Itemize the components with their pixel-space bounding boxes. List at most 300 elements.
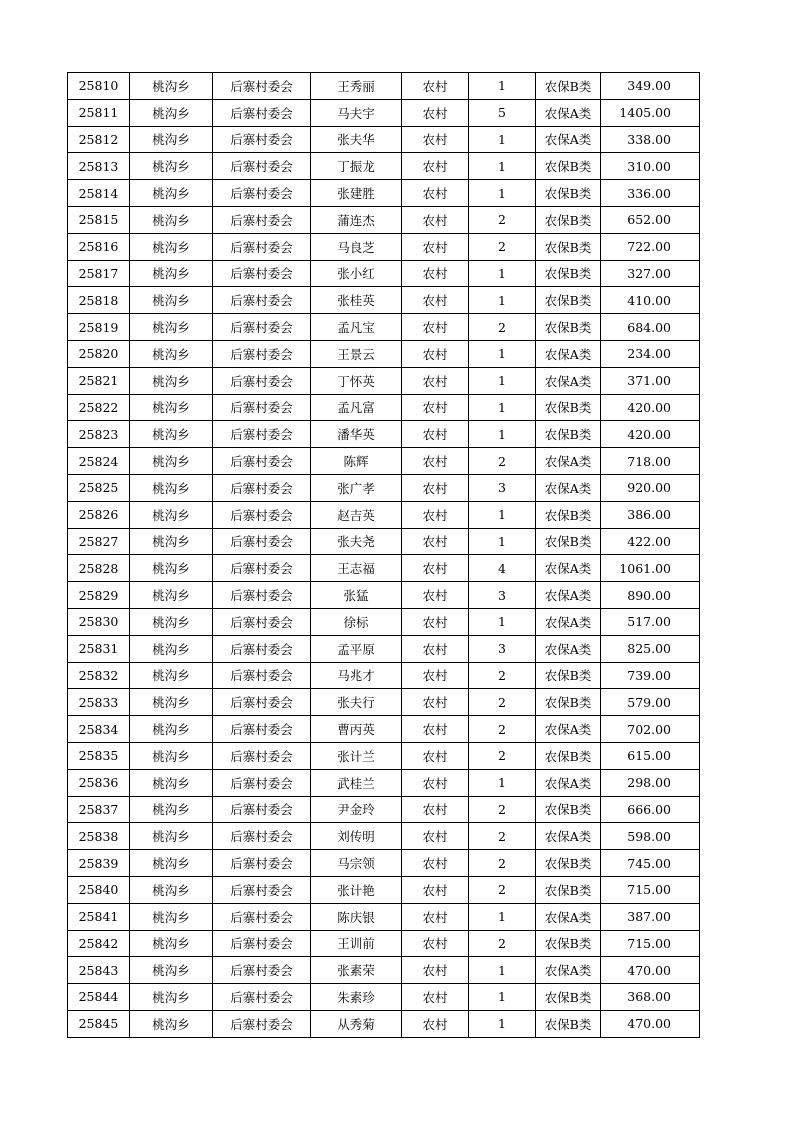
- insurance-category-cell: 农保A类: [536, 555, 601, 582]
- amount-cell: 745.00: [601, 850, 700, 877]
- village-committee-cell: 后寨村委会: [213, 662, 311, 689]
- household-count-cell: 1: [469, 608, 536, 635]
- table-row: [68, 180, 700, 207]
- household-count-cell: 2: [469, 850, 536, 877]
- village-committee-cell: 后寨村委会: [213, 582, 311, 609]
- township-cell: 桃沟乡: [130, 314, 213, 341]
- household-count-cell: 1: [469, 287, 536, 314]
- name-cell: 王训前: [311, 930, 402, 957]
- village-committee-cell: 后寨村委会: [213, 126, 311, 153]
- insurance-category-cell: 农保A类: [536, 126, 601, 153]
- village-committee-cell: 后寨村委会: [213, 528, 311, 555]
- household-count-cell: 1: [469, 260, 536, 287]
- township-cell: 桃沟乡: [130, 448, 213, 475]
- name-cell: 张计兰: [311, 742, 402, 769]
- household-count-cell: 2: [469, 796, 536, 823]
- village-committee-cell: 后寨村委会: [213, 233, 311, 260]
- record-id-cell: 25843: [68, 957, 130, 984]
- village-committee-cell: 后寨村委会: [213, 501, 311, 528]
- record-id-cell: 25811: [68, 99, 130, 126]
- record-id-cell: 25844: [68, 984, 130, 1011]
- record-id-cell: 25825: [68, 474, 130, 501]
- area-type-cell: 农村: [402, 984, 469, 1011]
- household-count-cell: 2: [469, 448, 536, 475]
- area-type-cell: 农村: [402, 716, 469, 743]
- record-id-cell: 25834: [68, 716, 130, 743]
- village-committee-cell: 后寨村委会: [213, 314, 311, 341]
- amount-cell: 470.00: [601, 957, 700, 984]
- insurance-category-cell: 农保B类: [536, 260, 601, 287]
- table-row: [68, 314, 700, 341]
- household-count-cell: 1: [469, 126, 536, 153]
- area-type-cell: 农村: [402, 608, 469, 635]
- insurance-category-cell: 农保A类: [536, 448, 601, 475]
- name-cell: 张计艳: [311, 876, 402, 903]
- table-row: [68, 823, 700, 850]
- table-row: [68, 474, 700, 501]
- amount-cell: 715.00: [601, 876, 700, 903]
- village-committee-cell: 后寨村委会: [213, 367, 311, 394]
- record-id-cell: 25828: [68, 555, 130, 582]
- name-cell: 张桂英: [311, 287, 402, 314]
- amount-cell: 920.00: [601, 474, 700, 501]
- name-cell: 刘传明: [311, 823, 402, 850]
- name-cell: 丁怀英: [311, 367, 402, 394]
- table-row: [68, 394, 700, 421]
- village-committee-cell: 后寨村委会: [213, 876, 311, 903]
- household-count-cell: 2: [469, 930, 536, 957]
- table-row: [68, 769, 700, 796]
- township-cell: 桃沟乡: [130, 421, 213, 448]
- village-committee-cell: 后寨村委会: [213, 1010, 311, 1037]
- name-cell: 孟凡宝: [311, 314, 402, 341]
- table-row: [68, 367, 700, 394]
- insurance-category-cell: 农保A类: [536, 957, 601, 984]
- amount-cell: 298.00: [601, 769, 700, 796]
- area-type-cell: 农村: [402, 99, 469, 126]
- name-cell: 王秀丽: [311, 73, 402, 100]
- record-id-cell: 25812: [68, 126, 130, 153]
- area-type-cell: 农村: [402, 769, 469, 796]
- name-cell: 朱素珍: [311, 984, 402, 1011]
- township-cell: 桃沟乡: [130, 850, 213, 877]
- township-cell: 桃沟乡: [130, 635, 213, 662]
- table-row: [68, 903, 700, 930]
- area-type-cell: 农村: [402, 367, 469, 394]
- record-id-cell: 25832: [68, 662, 130, 689]
- name-cell: 马良芝: [311, 233, 402, 260]
- name-cell: 张夫华: [311, 126, 402, 153]
- insurance-category-cell: 农保A类: [536, 608, 601, 635]
- township-cell: 桃沟乡: [130, 769, 213, 796]
- table-row: [68, 1010, 700, 1037]
- household-count-cell: 1: [469, 73, 536, 100]
- village-committee-cell: 后寨村委会: [213, 180, 311, 207]
- table-row: [68, 689, 700, 716]
- insurance-category-cell: 农保B类: [536, 984, 601, 1011]
- village-committee-cell: 后寨村委会: [213, 73, 311, 100]
- table-row: [68, 340, 700, 367]
- household-count-cell: 1: [469, 501, 536, 528]
- village-committee-cell: 后寨村委会: [213, 99, 311, 126]
- area-type-cell: 农村: [402, 474, 469, 501]
- name-cell: 王景云: [311, 340, 402, 367]
- record-id-cell: 25818: [68, 287, 130, 314]
- insurance-category-cell: 农保A类: [536, 769, 601, 796]
- amount-cell: 310.00: [601, 153, 700, 180]
- village-committee-cell: 后寨村委会: [213, 448, 311, 475]
- household-count-cell: 4: [469, 555, 536, 582]
- area-type-cell: 农村: [402, 957, 469, 984]
- name-cell: 丁振龙: [311, 153, 402, 180]
- household-count-cell: 1: [469, 957, 536, 984]
- record-id-cell: 25833: [68, 689, 130, 716]
- name-cell: 马兆才: [311, 662, 402, 689]
- amount-cell: 825.00: [601, 635, 700, 662]
- record-id-cell: 25822: [68, 394, 130, 421]
- area-type-cell: 农村: [402, 421, 469, 448]
- area-type-cell: 农村: [402, 930, 469, 957]
- township-cell: 桃沟乡: [130, 796, 213, 823]
- village-committee-cell: 后寨村委会: [213, 930, 311, 957]
- area-type-cell: 农村: [402, 582, 469, 609]
- table-row: [68, 73, 700, 100]
- table-body: [68, 73, 700, 1038]
- amount-cell: 1405.00: [601, 99, 700, 126]
- amount-cell: 336.00: [601, 180, 700, 207]
- household-count-cell: 2: [469, 689, 536, 716]
- name-cell: 尹金玲: [311, 796, 402, 823]
- amount-cell: 890.00: [601, 582, 700, 609]
- township-cell: 桃沟乡: [130, 876, 213, 903]
- household-count-cell: 2: [469, 823, 536, 850]
- area-type-cell: 农村: [402, 340, 469, 367]
- amount-cell: 368.00: [601, 984, 700, 1011]
- amount-cell: 420.00: [601, 394, 700, 421]
- insurance-category-cell: 农保B类: [536, 1010, 601, 1037]
- insurance-category-cell: 农保B类: [536, 180, 601, 207]
- name-cell: 蒲连杰: [311, 206, 402, 233]
- area-type-cell: 农村: [402, 206, 469, 233]
- name-cell: 张猛: [311, 582, 402, 609]
- insurance-category-cell: 农保A类: [536, 582, 601, 609]
- village-committee-cell: 后寨村委会: [213, 421, 311, 448]
- household-count-cell: 5: [469, 99, 536, 126]
- table-row: [68, 153, 700, 180]
- table-row: [68, 501, 700, 528]
- area-type-cell: 农村: [402, 126, 469, 153]
- record-id-cell: 25821: [68, 367, 130, 394]
- name-cell: 陈辉: [311, 448, 402, 475]
- table-row: [68, 608, 700, 635]
- record-id-cell: 25827: [68, 528, 130, 555]
- amount-cell: 702.00: [601, 716, 700, 743]
- household-count-cell: 2: [469, 876, 536, 903]
- name-cell: 马宗领: [311, 850, 402, 877]
- insurance-category-cell: 农保B类: [536, 501, 601, 528]
- amount-cell: 387.00: [601, 903, 700, 930]
- area-type-cell: 农村: [402, 555, 469, 582]
- household-count-cell: 2: [469, 662, 536, 689]
- amount-cell: 327.00: [601, 260, 700, 287]
- amount-cell: 371.00: [601, 367, 700, 394]
- village-committee-cell: 后寨村委会: [213, 287, 311, 314]
- record-id-cell: 25842: [68, 930, 130, 957]
- amount-cell: 739.00: [601, 662, 700, 689]
- insurance-category-cell: 农保B类: [536, 394, 601, 421]
- amount-cell: 349.00: [601, 73, 700, 100]
- township-cell: 桃沟乡: [130, 153, 213, 180]
- area-type-cell: 农村: [402, 394, 469, 421]
- record-id-cell: 25817: [68, 260, 130, 287]
- household-count-cell: 1: [469, 1010, 536, 1037]
- village-committee-cell: 后寨村委会: [213, 260, 311, 287]
- record-id-cell: 25837: [68, 796, 130, 823]
- village-committee-cell: 后寨村委会: [213, 206, 311, 233]
- insurance-category-cell: 农保A类: [536, 716, 601, 743]
- record-id-cell: 25836: [68, 769, 130, 796]
- name-cell: 从秀菊: [311, 1010, 402, 1037]
- table-row: [68, 287, 700, 314]
- household-count-cell: 2: [469, 742, 536, 769]
- amount-cell: 615.00: [601, 742, 700, 769]
- household-count-cell: 1: [469, 367, 536, 394]
- amount-cell: 470.00: [601, 1010, 700, 1037]
- name-cell: 孟平原: [311, 635, 402, 662]
- name-cell: 张夫尧: [311, 528, 402, 555]
- table-row: [68, 582, 700, 609]
- township-cell: 桃沟乡: [130, 206, 213, 233]
- record-id-cell: 25838: [68, 823, 130, 850]
- insurance-category-cell: 农保A类: [536, 99, 601, 126]
- amount-cell: 1061.00: [601, 555, 700, 582]
- record-id-cell: 25813: [68, 153, 130, 180]
- area-type-cell: 农村: [402, 180, 469, 207]
- area-type-cell: 农村: [402, 448, 469, 475]
- township-cell: 桃沟乡: [130, 260, 213, 287]
- name-cell: 张小红: [311, 260, 402, 287]
- area-type-cell: 农村: [402, 501, 469, 528]
- household-count-cell: 1: [469, 340, 536, 367]
- village-committee-cell: 后寨村委会: [213, 823, 311, 850]
- insurance-category-cell: 农保B类: [536, 742, 601, 769]
- record-id-cell: 25845: [68, 1010, 130, 1037]
- household-count-cell: 2: [469, 206, 536, 233]
- insurance-category-cell: 农保A类: [536, 340, 601, 367]
- village-committee-cell: 后寨村委会: [213, 608, 311, 635]
- household-count-cell: 1: [469, 984, 536, 1011]
- table-row: [68, 635, 700, 662]
- amount-cell: 722.00: [601, 233, 700, 260]
- township-cell: 桃沟乡: [130, 742, 213, 769]
- household-count-cell: 1: [469, 153, 536, 180]
- village-committee-cell: 后寨村委会: [213, 635, 311, 662]
- area-type-cell: 农村: [402, 689, 469, 716]
- household-count-cell: 1: [469, 528, 536, 555]
- township-cell: 桃沟乡: [130, 73, 213, 100]
- name-cell: 徐标: [311, 608, 402, 635]
- area-type-cell: 农村: [402, 314, 469, 341]
- township-cell: 桃沟乡: [130, 528, 213, 555]
- township-cell: 桃沟乡: [130, 957, 213, 984]
- township-cell: 桃沟乡: [130, 126, 213, 153]
- village-committee-cell: 后寨村委会: [213, 769, 311, 796]
- township-cell: 桃沟乡: [130, 662, 213, 689]
- table-row: [68, 126, 700, 153]
- insurance-category-cell: 农保B类: [536, 73, 601, 100]
- village-committee-cell: 后寨村委会: [213, 153, 311, 180]
- name-cell: 王志福: [311, 555, 402, 582]
- record-id-cell: 25835: [68, 742, 130, 769]
- insurance-category-cell: 农保A类: [536, 367, 601, 394]
- township-cell: 桃沟乡: [130, 340, 213, 367]
- name-cell: 孟凡富: [311, 394, 402, 421]
- record-id-cell: 25841: [68, 903, 130, 930]
- name-cell: 马夫宇: [311, 99, 402, 126]
- township-cell: 桃沟乡: [130, 394, 213, 421]
- area-type-cell: 农村: [402, 662, 469, 689]
- township-cell: 桃沟乡: [130, 501, 213, 528]
- amount-cell: 666.00: [601, 796, 700, 823]
- table-row: [68, 984, 700, 1011]
- insurance-category-cell: 农保B类: [536, 850, 601, 877]
- name-cell: 赵吉英: [311, 501, 402, 528]
- insurance-category-cell: 农保B类: [536, 930, 601, 957]
- insurance-category-cell: 农保A类: [536, 474, 601, 501]
- table-row: [68, 742, 700, 769]
- insurance-category-cell: 农保B类: [536, 206, 601, 233]
- table-row: [68, 421, 700, 448]
- table-row: [68, 206, 700, 233]
- record-id-cell: 25810: [68, 73, 130, 100]
- area-type-cell: 农村: [402, 635, 469, 662]
- township-cell: 桃沟乡: [130, 716, 213, 743]
- township-cell: 桃沟乡: [130, 367, 213, 394]
- area-type-cell: 农村: [402, 233, 469, 260]
- name-cell: 潘华英: [311, 421, 402, 448]
- name-cell: 张夫行: [311, 689, 402, 716]
- table-row: [68, 528, 700, 555]
- amount-cell: 410.00: [601, 287, 700, 314]
- table-row: [68, 233, 700, 260]
- insurance-category-cell: 农保B类: [536, 662, 601, 689]
- data-table: [67, 72, 700, 1038]
- record-id-cell: 25829: [68, 582, 130, 609]
- insurance-category-cell: 农保B类: [536, 233, 601, 260]
- record-id-cell: 25826: [68, 501, 130, 528]
- amount-cell: 234.00: [601, 340, 700, 367]
- insurance-category-cell: 农保B类: [536, 421, 601, 448]
- insurance-category-cell: 农保B类: [536, 528, 601, 555]
- township-cell: 桃沟乡: [130, 608, 213, 635]
- area-type-cell: 农村: [402, 823, 469, 850]
- record-id-cell: 25840: [68, 876, 130, 903]
- village-committee-cell: 后寨村委会: [213, 555, 311, 582]
- township-cell: 桃沟乡: [130, 903, 213, 930]
- area-type-cell: 农村: [402, 153, 469, 180]
- amount-cell: 598.00: [601, 823, 700, 850]
- name-cell: 陈庆银: [311, 903, 402, 930]
- amount-cell: 715.00: [601, 930, 700, 957]
- insurance-category-cell: 农保B类: [536, 689, 601, 716]
- area-type-cell: 农村: [402, 876, 469, 903]
- village-committee-cell: 后寨村委会: [213, 394, 311, 421]
- township-cell: 桃沟乡: [130, 180, 213, 207]
- record-id-cell: 25814: [68, 180, 130, 207]
- village-committee-cell: 后寨村委会: [213, 984, 311, 1011]
- name-cell: 张广孝: [311, 474, 402, 501]
- table-row: [68, 555, 700, 582]
- household-count-cell: 2: [469, 233, 536, 260]
- record-id-cell: 25824: [68, 448, 130, 475]
- table-row: [68, 796, 700, 823]
- township-cell: 桃沟乡: [130, 582, 213, 609]
- area-type-cell: 农村: [402, 528, 469, 555]
- household-count-cell: 1: [469, 180, 536, 207]
- record-id-cell: 25839: [68, 850, 130, 877]
- amount-cell: 684.00: [601, 314, 700, 341]
- township-cell: 桃沟乡: [130, 555, 213, 582]
- village-committee-cell: 后寨村委会: [213, 903, 311, 930]
- amount-cell: 517.00: [601, 608, 700, 635]
- area-type-cell: 农村: [402, 903, 469, 930]
- household-count-cell: 3: [469, 474, 536, 501]
- village-committee-cell: 后寨村委会: [213, 742, 311, 769]
- insurance-category-cell: 农保B类: [536, 314, 601, 341]
- table-row: [68, 716, 700, 743]
- township-cell: 桃沟乡: [130, 1010, 213, 1037]
- insurance-category-cell: 农保B类: [536, 876, 601, 903]
- township-cell: 桃沟乡: [130, 930, 213, 957]
- household-count-cell: 3: [469, 635, 536, 662]
- table-row: [68, 957, 700, 984]
- name-cell: 曹丙英: [311, 716, 402, 743]
- township-cell: 桃沟乡: [130, 474, 213, 501]
- table-row: [68, 662, 700, 689]
- name-cell: 张建胜: [311, 180, 402, 207]
- record-id-cell: 25815: [68, 206, 130, 233]
- amount-cell: 338.00: [601, 126, 700, 153]
- insurance-category-cell: 农保B类: [536, 796, 601, 823]
- insurance-category-cell: 农保B类: [536, 153, 601, 180]
- township-cell: 桃沟乡: [130, 233, 213, 260]
- area-type-cell: 农村: [402, 73, 469, 100]
- table-row: [68, 876, 700, 903]
- township-cell: 桃沟乡: [130, 99, 213, 126]
- table-row: [68, 930, 700, 957]
- record-id-cell: 25831: [68, 635, 130, 662]
- name-cell: 张素荣: [311, 957, 402, 984]
- amount-cell: 420.00: [601, 421, 700, 448]
- amount-cell: 718.00: [601, 448, 700, 475]
- insurance-category-cell: 农保B类: [536, 287, 601, 314]
- household-count-cell: 1: [469, 903, 536, 930]
- record-id-cell: 25823: [68, 421, 130, 448]
- record-id-cell: 25830: [68, 608, 130, 635]
- insurance-category-cell: 农保A类: [536, 635, 601, 662]
- village-committee-cell: 后寨村委会: [213, 340, 311, 367]
- household-count-cell: 2: [469, 314, 536, 341]
- village-committee-cell: 后寨村委会: [213, 716, 311, 743]
- table-row: [68, 260, 700, 287]
- area-type-cell: 农村: [402, 850, 469, 877]
- area-type-cell: 农村: [402, 742, 469, 769]
- township-cell: 桃沟乡: [130, 689, 213, 716]
- household-count-cell: 3: [469, 582, 536, 609]
- record-id-cell: 25819: [68, 314, 130, 341]
- name-cell: 武桂兰: [311, 769, 402, 796]
- township-cell: 桃沟乡: [130, 984, 213, 1011]
